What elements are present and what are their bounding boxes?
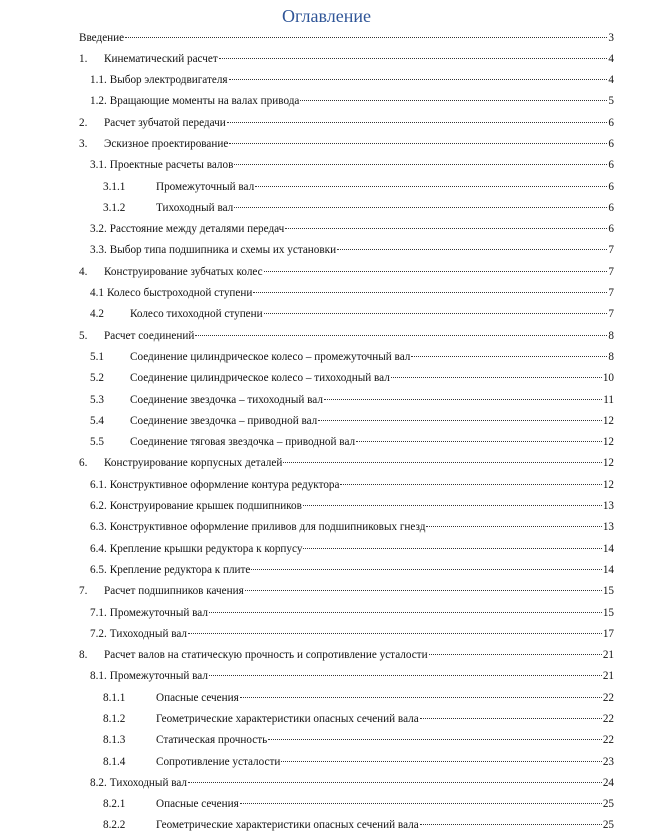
toc-entry-page[interactable]: 6 — [608, 201, 614, 214]
toc-entry-title[interactable]: Колесо тихоходной ступени — [130, 308, 263, 321]
dot-leader — [264, 271, 608, 272]
toc-entry-page[interactable]: 7 — [608, 287, 614, 300]
toc-entry[interactable] — [79, 198, 614, 219]
toc-entry-number: 4. — [79, 265, 88, 278]
toc-entry-page[interactable]: 22 — [602, 734, 614, 747]
dot-leader — [391, 377, 602, 378]
dot-leader — [264, 313, 608, 314]
toc-entry-number: 6. — [79, 457, 88, 470]
dot-leader — [234, 164, 607, 165]
toc-entry-page[interactable]: 24 — [602, 776, 614, 789]
toc-entry-title[interactable]: Расчет подшипников качения — [104, 585, 244, 598]
dot-leader — [420, 718, 602, 719]
dot-leader — [283, 462, 602, 463]
toc-entry[interactable] — [79, 155, 614, 176]
toc-entry-page[interactable]: 7 — [608, 308, 614, 321]
toc-entry-title[interactable]: Соединение цилиндрическое колесо – тихоходный вал — [130, 372, 390, 385]
dot-leader — [281, 761, 601, 762]
toc-entry-page[interactable]: 12 — [602, 478, 614, 491]
toc-entry[interactable] — [79, 177, 614, 198]
toc-entry-title[interactable]: Опасные сечения — [156, 691, 239, 704]
toc-entry-page[interactable]: 5 — [608, 95, 614, 108]
toc-entry-title[interactable]: Крепление редуктора к плите — [109, 563, 251, 576]
toc-entry-title[interactable]: Проектные расчеты валов — [109, 159, 234, 172]
toc-entry[interactable] — [79, 113, 614, 134]
toc-entry[interactable] — [79, 709, 614, 730]
toc-entry-number: 6.5. — [90, 563, 107, 576]
dot-leader — [268, 739, 602, 740]
toc-entry[interactable] — [79, 347, 614, 368]
toc-entry-number: 5.1 — [90, 350, 104, 363]
toc-entry-page[interactable]: 6 — [608, 137, 614, 150]
toc-entry-number: 2. — [79, 116, 88, 129]
dot-leader — [300, 100, 607, 101]
toc-entry-page[interactable]: 25 — [602, 819, 614, 832]
toc-entry-number: 1. — [79, 52, 88, 65]
table-of-contents — [79, 28, 614, 837]
toc-entry[interactable] — [79, 262, 614, 283]
toc-entry-title[interactable]: Расчет валов на статическую прочность и сопротивление усталости — [104, 649, 428, 662]
toc-entry[interactable] — [79, 326, 614, 347]
toc-entry[interactable] — [79, 560, 614, 581]
dot-leader — [337, 249, 607, 250]
toc-entry-page[interactable]: 12 — [602, 414, 614, 427]
toc-entry-title[interactable]: Эскизное проектирование — [104, 137, 229, 150]
toc-entry[interactable] — [79, 815, 614, 836]
toc-entry-page[interactable]: 6 — [608, 180, 614, 193]
toc-entry[interactable] — [79, 49, 614, 70]
toc-entry-number: 5.4 — [90, 414, 104, 427]
toc-entry-page[interactable]: 13 — [602, 521, 614, 534]
toc-entry-title[interactable]: Соединение цилиндрическое колесо – промежуточный вал — [130, 350, 411, 363]
toc-entry[interactable] — [79, 624, 614, 645]
toc-entry-title[interactable]: Введение — [79, 31, 125, 44]
toc-entry-number: 8.2.2 — [103, 819, 126, 832]
toc-entry-number: 3.3. — [90, 244, 107, 257]
dot-leader — [245, 590, 602, 591]
toc-entry-page[interactable]: 15 — [602, 585, 614, 598]
toc-entry[interactable] — [79, 730, 614, 751]
toc-entry-number: 8.2. — [90, 776, 107, 789]
dot-leader — [426, 526, 601, 527]
toc-entry-title[interactable]: Конструктивное оформление контура редуктора — [109, 478, 340, 491]
toc-entry-number: 7. — [79, 585, 88, 598]
dot-leader — [188, 782, 602, 783]
toc-entry-number: 5. — [79, 329, 88, 342]
dot-leader — [251, 569, 601, 570]
toc-entry-title[interactable]: Промежуточный вал — [109, 670, 208, 683]
toc-entry-title[interactable]: Расстояние между деталями передач — [109, 223, 285, 236]
toc-entry-page[interactable]: 14 — [602, 563, 614, 576]
dot-leader — [125, 37, 607, 38]
dot-leader — [219, 58, 608, 59]
toc-entry-number: 3.1.1 — [103, 180, 126, 193]
toc-entry-page[interactable]: 22 — [602, 691, 614, 704]
toc-entry-page[interactable]: 25 — [602, 798, 614, 811]
dot-leader — [227, 122, 608, 123]
toc-entry-number: 8.2.1 — [103, 798, 126, 811]
dot-leader — [188, 633, 602, 634]
toc-entry-title[interactable]: Тихоходный вал — [109, 627, 188, 640]
toc-entry-page[interactable]: 3 — [608, 31, 614, 44]
toc-entry[interactable] — [79, 666, 614, 687]
dot-leader — [209, 612, 602, 613]
toc-entry-page[interactable]: 22 — [602, 713, 614, 725]
toc-entry-page[interactable]: 4 — [608, 74, 614, 87]
toc-entry-title[interactable]: Крепление крышки редуктора к корпусу — [109, 542, 303, 555]
toc-entry-page[interactable]: 21 — [602, 649, 614, 662]
toc-title: Оглавление — [282, 6, 371, 26]
toc-entry[interactable] — [79, 411, 614, 432]
toc-entry-number: 3.1.2 — [103, 201, 126, 214]
toc-entry-title[interactable]: Вращающие моменты на валах привода — [109, 95, 300, 108]
toc-entry-page[interactable]: 12 — [602, 457, 614, 470]
toc-entry-page[interactable]: 8 — [608, 350, 614, 363]
toc-entry-page[interactable]: 11 — [603, 393, 614, 406]
toc-entry[interactable] — [79, 28, 614, 49]
toc-entry-title[interactable]: Конструирование зубчатых колес — [104, 265, 263, 278]
toc-entry-title[interactable]: Кинематический расчет — [104, 52, 218, 65]
dot-leader — [420, 824, 602, 825]
dot-leader — [253, 292, 607, 293]
toc-entry-number: 5.3 — [90, 393, 104, 406]
toc-entry-page[interactable]: 14 — [602, 542, 614, 555]
toc-entry-number: 8.1. — [90, 670, 107, 683]
toc-entry-title[interactable]: Конструирование крышек подшипников — [109, 500, 302, 513]
toc-entry-title[interactable]: Конструирование корпусных деталей — [104, 457, 283, 470]
toc-entry-page[interactable]: 8 — [608, 329, 614, 342]
toc-entry-page[interactable]: 12 — [602, 436, 614, 449]
toc-entry-page[interactable]: 13 — [602, 500, 614, 513]
toc-entry[interactable] — [79, 304, 614, 325]
toc-entry-number: 5.2 — [90, 372, 104, 385]
toc-entry-title[interactable]: Конструктивное оформление приливов для подшипниковых гнезд — [109, 521, 426, 534]
toc-entry[interactable] — [79, 219, 614, 240]
toc-entry-title[interactable]: Геометрические характеристики опасных сечений вала — [156, 713, 419, 725]
toc-entry[interactable] — [79, 240, 614, 261]
toc-entry[interactable] — [79, 496, 614, 517]
dot-leader — [195, 335, 607, 336]
toc-entry-title[interactable]: Сопротивление усталости — [156, 755, 281, 768]
dot-leader — [340, 484, 601, 485]
toc-entry-number: 6.2. — [90, 500, 107, 513]
toc-entry-page[interactable]: 4 — [608, 52, 614, 65]
toc-entry-title[interactable]: Выбор типа подшипника и схемы их установки — [109, 244, 337, 257]
toc-entry-title[interactable]: Расчет зубчатой передачи — [104, 116, 226, 129]
toc-entry-page[interactable]: 17 — [602, 627, 614, 640]
toc-entry-page[interactable]: 21 — [602, 670, 614, 683]
toc-entry-number: 8.1.4 — [103, 755, 126, 768]
toc-entry-number: 6.3. — [90, 521, 107, 534]
toc-entry[interactable] — [79, 645, 614, 666]
toc-entry-title[interactable]: Статическая прочность — [156, 734, 268, 747]
toc-entry-title[interactable]: Промежуточный вал — [109, 606, 208, 619]
dot-leader — [229, 79, 608, 80]
toc-entry[interactable] — [79, 453, 614, 474]
toc-entry-page[interactable]: 6 — [608, 223, 614, 236]
toc-entry-page[interactable]: 7 — [608, 265, 614, 278]
toc-entry-number: 6.4. — [90, 542, 107, 555]
toc-entry-title[interactable]: Выбор электродвигателя — [109, 74, 228, 87]
toc-entry-title[interactable]: Опасные сечения — [156, 798, 239, 811]
toc-entry-number: 1.2. — [90, 95, 107, 108]
toc-entry-number: 8.1.2 — [103, 713, 126, 725]
toc-entry-number: 6.1. — [90, 478, 107, 491]
toc-entry-page[interactable]: 7 — [608, 244, 614, 257]
toc-entry[interactable] — [79, 581, 614, 602]
toc-entry-number: 8.1.1 — [103, 691, 126, 704]
toc-entry[interactable] — [79, 794, 614, 815]
dot-leader — [429, 654, 602, 655]
toc-entry-number: 4.2 — [90, 308, 104, 321]
toc-entry[interactable] — [79, 475, 614, 496]
toc-entry[interactable] — [79, 752, 614, 773]
toc-entry-number: 7.2. — [90, 627, 107, 640]
toc-entry-page[interactable]: 6 — [608, 116, 614, 129]
toc-entry-page[interactable]: 15 — [602, 606, 614, 619]
toc-entry[interactable] — [79, 539, 614, 560]
dot-leader — [324, 399, 602, 400]
toc-entry-title[interactable]: Геометрические характеристики опасных сечений вала — [156, 819, 419, 832]
toc-entry-title[interactable]: Тихоходный вал — [156, 201, 234, 214]
dot-leader — [229, 143, 607, 144]
toc-entry[interactable] — [79, 70, 614, 91]
toc-entry[interactable] — [79, 134, 614, 155]
dot-leader — [303, 505, 602, 506]
toc-entry[interactable] — [79, 773, 614, 794]
toc-entry[interactable] — [79, 603, 614, 624]
dot-leader — [411, 356, 607, 357]
dot-leader — [356, 441, 602, 442]
toc-entry-number: 5.5 — [90, 436, 104, 449]
toc-entry[interactable] — [79, 368, 614, 389]
toc-entry[interactable] — [79, 91, 614, 112]
toc-entry-page[interactable]: 23 — [602, 755, 614, 768]
dot-leader — [318, 420, 602, 421]
dot-leader — [303, 548, 601, 549]
toc-entry-number: 1.1. — [90, 74, 107, 87]
dot-leader — [234, 207, 607, 208]
toc-entry[interactable] — [79, 283, 614, 304]
toc-entry[interactable] — [79, 390, 614, 411]
toc-entry[interactable] — [79, 517, 614, 538]
toc-entry[interactable] — [79, 432, 614, 453]
toc-entry-title[interactable]: Соединение тяговая звездочка – приводной вал — [130, 436, 356, 449]
toc-entry-number: 3. — [79, 137, 88, 150]
toc-entry-number: 8. — [79, 649, 88, 662]
dot-leader — [240, 697, 602, 698]
toc-entry-page[interactable]: 10 — [602, 372, 614, 385]
toc-entry-title[interactable]: Соединение звездочка – приводной вал — [130, 414, 318, 427]
toc-entry-number: 8.1.3 — [103, 734, 126, 747]
toc-entry-number: 4.1 — [90, 287, 104, 300]
toc-entry-title[interactable]: Соединение звездочка – тихоходный вал — [130, 393, 323, 406]
toc-entry-title[interactable]: Тихоходный вал — [109, 776, 188, 789]
toc-entry-number: 3.1. — [90, 159, 107, 172]
toc-entry[interactable] — [79, 688, 614, 709]
toc-entry-number: 3.2. — [90, 223, 107, 236]
dot-leader — [255, 186, 607, 187]
toc-entry-number: 7.1. — [90, 606, 107, 619]
toc-entry-title[interactable]: Колесо быстроходной ступени — [106, 287, 253, 300]
dot-leader — [209, 675, 602, 676]
dot-leader — [285, 228, 607, 229]
toc-entry-page[interactable]: 6 — [608, 159, 614, 172]
toc-entry-title[interactable]: Расчет соединений — [104, 329, 195, 342]
toc-entry-title[interactable]: Промежуточный вал — [156, 180, 255, 193]
dot-leader — [240, 803, 602, 804]
